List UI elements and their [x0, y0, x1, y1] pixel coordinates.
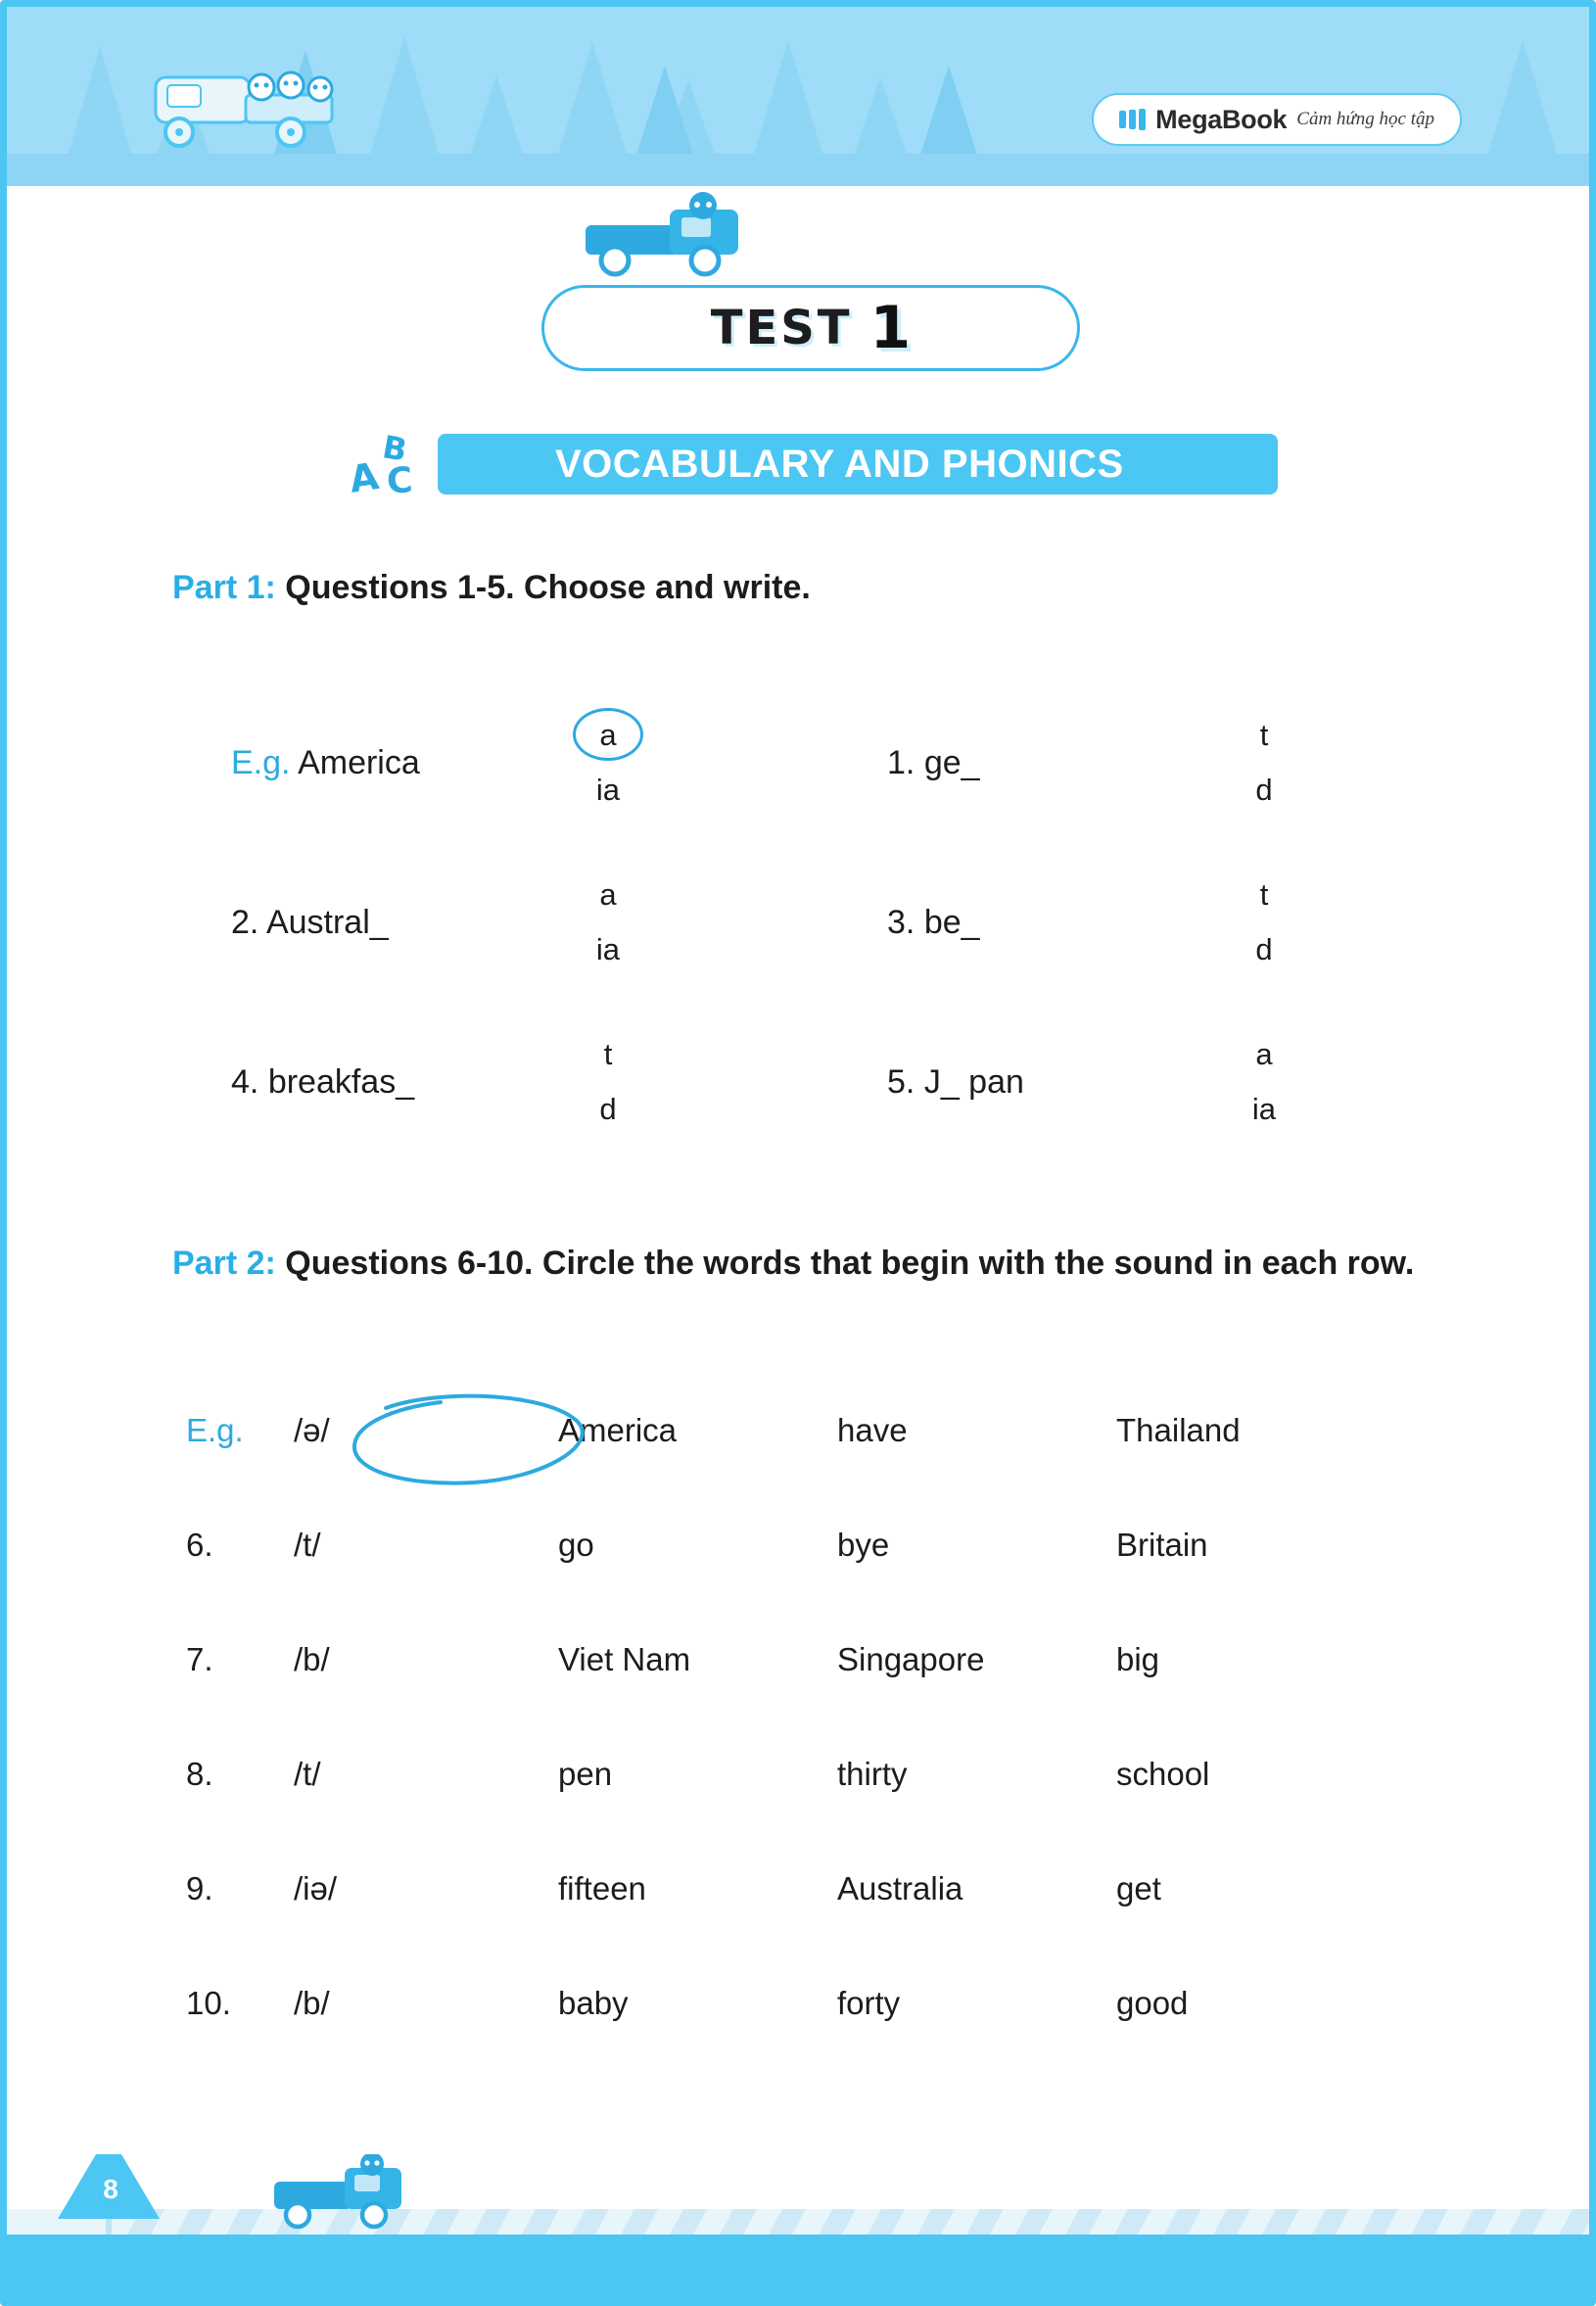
part1-word-text: breakfas_ [267, 1063, 415, 1101]
row-number: 8. [186, 1756, 213, 1792]
row-word-3[interactable]: Thailand [1116, 1412, 1241, 1448]
part1-items [172, 695, 1445, 1174]
part1-option[interactable]: a [1255, 1036, 1273, 1071]
part1-word [231, 904, 389, 942]
footer-kerb-stripes [7, 2209, 1589, 2235]
part1-number: 3. [887, 904, 915, 941]
row-word-2[interactable]: forty [837, 1985, 901, 2021]
part1-number: 4. [231, 1063, 259, 1101]
part1-item [231, 695, 819, 855]
part1-word-text: Austral_ [265, 904, 389, 941]
part1-option[interactable]: d [1255, 772, 1273, 807]
part1-word [231, 744, 420, 782]
test-number: 1 [869, 294, 912, 362]
part1-item [231, 855, 819, 1014]
truck-icon [576, 192, 772, 280]
part1-option[interactable]: t [1259, 876, 1269, 912]
page-header-band [7, 7, 1589, 186]
part1-word [887, 744, 980, 782]
row-word-3[interactable]: school [1116, 1756, 1210, 1792]
section-banner [438, 434, 1278, 494]
row-word-2[interactable]: Singapore [837, 1641, 985, 1677]
row-number: 9. [186, 1870, 213, 1906]
part1-option[interactable]: ia [595, 772, 621, 807]
row-word-3[interactable]: Britain [1116, 1527, 1208, 1563]
part1-option[interactable]: a [599, 876, 617, 912]
part1-number: 2. [231, 904, 259, 941]
part1-options [1181, 867, 1347, 976]
part2-table [186, 1390, 1459, 2078]
page-number: 8 [103, 2174, 118, 2204]
part1-word [887, 1063, 1024, 1102]
part1-option[interactable]: ia [595, 931, 621, 966]
part1-number: 5. [887, 1063, 915, 1101]
part1-option[interactable]: d [1255, 931, 1273, 966]
row-word-1[interactable]: fifteen [558, 1870, 646, 1906]
row-word-1[interactable]: Viet Nam [558, 1641, 691, 1677]
section-title: VOCABULARY AND PHONICS [555, 442, 1124, 486]
part1-option[interactable]: t [603, 1036, 613, 1071]
part1-options [525, 707, 691, 817]
part1-row [172, 855, 1445, 1014]
row-sound: /ə/ [294, 1412, 330, 1448]
row-word-3[interactable]: good [1116, 1985, 1189, 2021]
row-word-1[interactable]: baby [558, 1985, 629, 2021]
part1-word-text: J_ pan [923, 1063, 1024, 1101]
row-sound: /b/ [294, 1985, 330, 2021]
part1-options [1181, 1026, 1347, 1136]
table-row [186, 1390, 1459, 1505]
row-sound: /b/ [294, 1641, 330, 1677]
part1-option[interactable]: t [1259, 717, 1269, 752]
part1-options [1181, 707, 1347, 817]
brand-name: MegaBook [1155, 104, 1288, 134]
part1-word-text: ge_ [923, 744, 980, 781]
part1-word-text: be_ [923, 904, 980, 941]
truck-with-characters-icon [144, 48, 350, 156]
part1-word-text: America [298, 744, 420, 781]
row-word-2[interactable]: have [837, 1412, 908, 1448]
part2-tag: Part 2: [172, 1245, 276, 1282]
row-sound: /iə/ [294, 1870, 338, 1906]
brand-logo [1092, 93, 1462, 146]
table-row [186, 1505, 1459, 1620]
part1-item [887, 1014, 1475, 1174]
part2-heading [172, 1242, 1449, 1286]
part2-instruction: Questions 6-10. Circle the words that begin with the sound in each row. [285, 1245, 1415, 1282]
abc-letters-icon [348, 424, 450, 502]
row-number: 7. [186, 1641, 213, 1677]
part1-number: 1. [887, 744, 915, 781]
part1-number: E.g. [231, 744, 291, 781]
table-row [186, 1734, 1459, 1849]
test-title-badge [541, 285, 1080, 371]
row-word-2[interactable]: bye [837, 1527, 890, 1563]
table-row [186, 1849, 1459, 1963]
row-word-1[interactable]: pen [558, 1756, 613, 1792]
row-sound: /t/ [294, 1527, 321, 1563]
row-sound: /t/ [294, 1756, 321, 1792]
test-label: TEST [710, 301, 853, 355]
row-word-3[interactable]: big [1116, 1641, 1160, 1677]
row-word-3[interactable]: get [1116, 1870, 1161, 1906]
letter-a: A [347, 454, 382, 501]
part1-row [172, 1014, 1445, 1174]
letter-b: B [379, 428, 410, 469]
page-footer-band [7, 2154, 1589, 2299]
footer-road [7, 2235, 1589, 2299]
part1-word [231, 1063, 414, 1102]
table-row [186, 1620, 1459, 1734]
part1-heading [172, 566, 1449, 610]
part1-item [887, 855, 1475, 1014]
letter-c: C [385, 460, 414, 502]
part1-options [525, 867, 691, 976]
megabook-bars-icon [1119, 109, 1146, 130]
part1-tag: Part 1: [172, 569, 276, 606]
part1-options [525, 1026, 691, 1136]
row-word-2[interactable]: thirty [837, 1756, 908, 1792]
row-word-2[interactable]: Australia [837, 1870, 963, 1906]
brand-tagline: Cảm hứng học tập [1296, 109, 1434, 129]
part1-item [231, 1014, 819, 1174]
part1-option[interactable]: a [525, 707, 691, 762]
part1-word [887, 904, 980, 942]
row-number: E.g. [186, 1412, 244, 1448]
row-word-1[interactable]: go [558, 1527, 594, 1563]
part1-instruction: Questions 1-5. Choose and write. [285, 569, 811, 606]
part1-item [887, 695, 1475, 855]
header-ground-strip [7, 165, 1589, 186]
row-number: 6. [186, 1527, 213, 1563]
part1-row [172, 695, 1445, 855]
row-number: 10. [186, 1985, 231, 2021]
part1-option[interactable]: ia [1251, 1091, 1277, 1126]
truck-icon [266, 2154, 428, 2238]
table-row [186, 1963, 1459, 2078]
row-word-1[interactable]: America [558, 1412, 678, 1448]
part1-option[interactable]: d [599, 1091, 617, 1126]
